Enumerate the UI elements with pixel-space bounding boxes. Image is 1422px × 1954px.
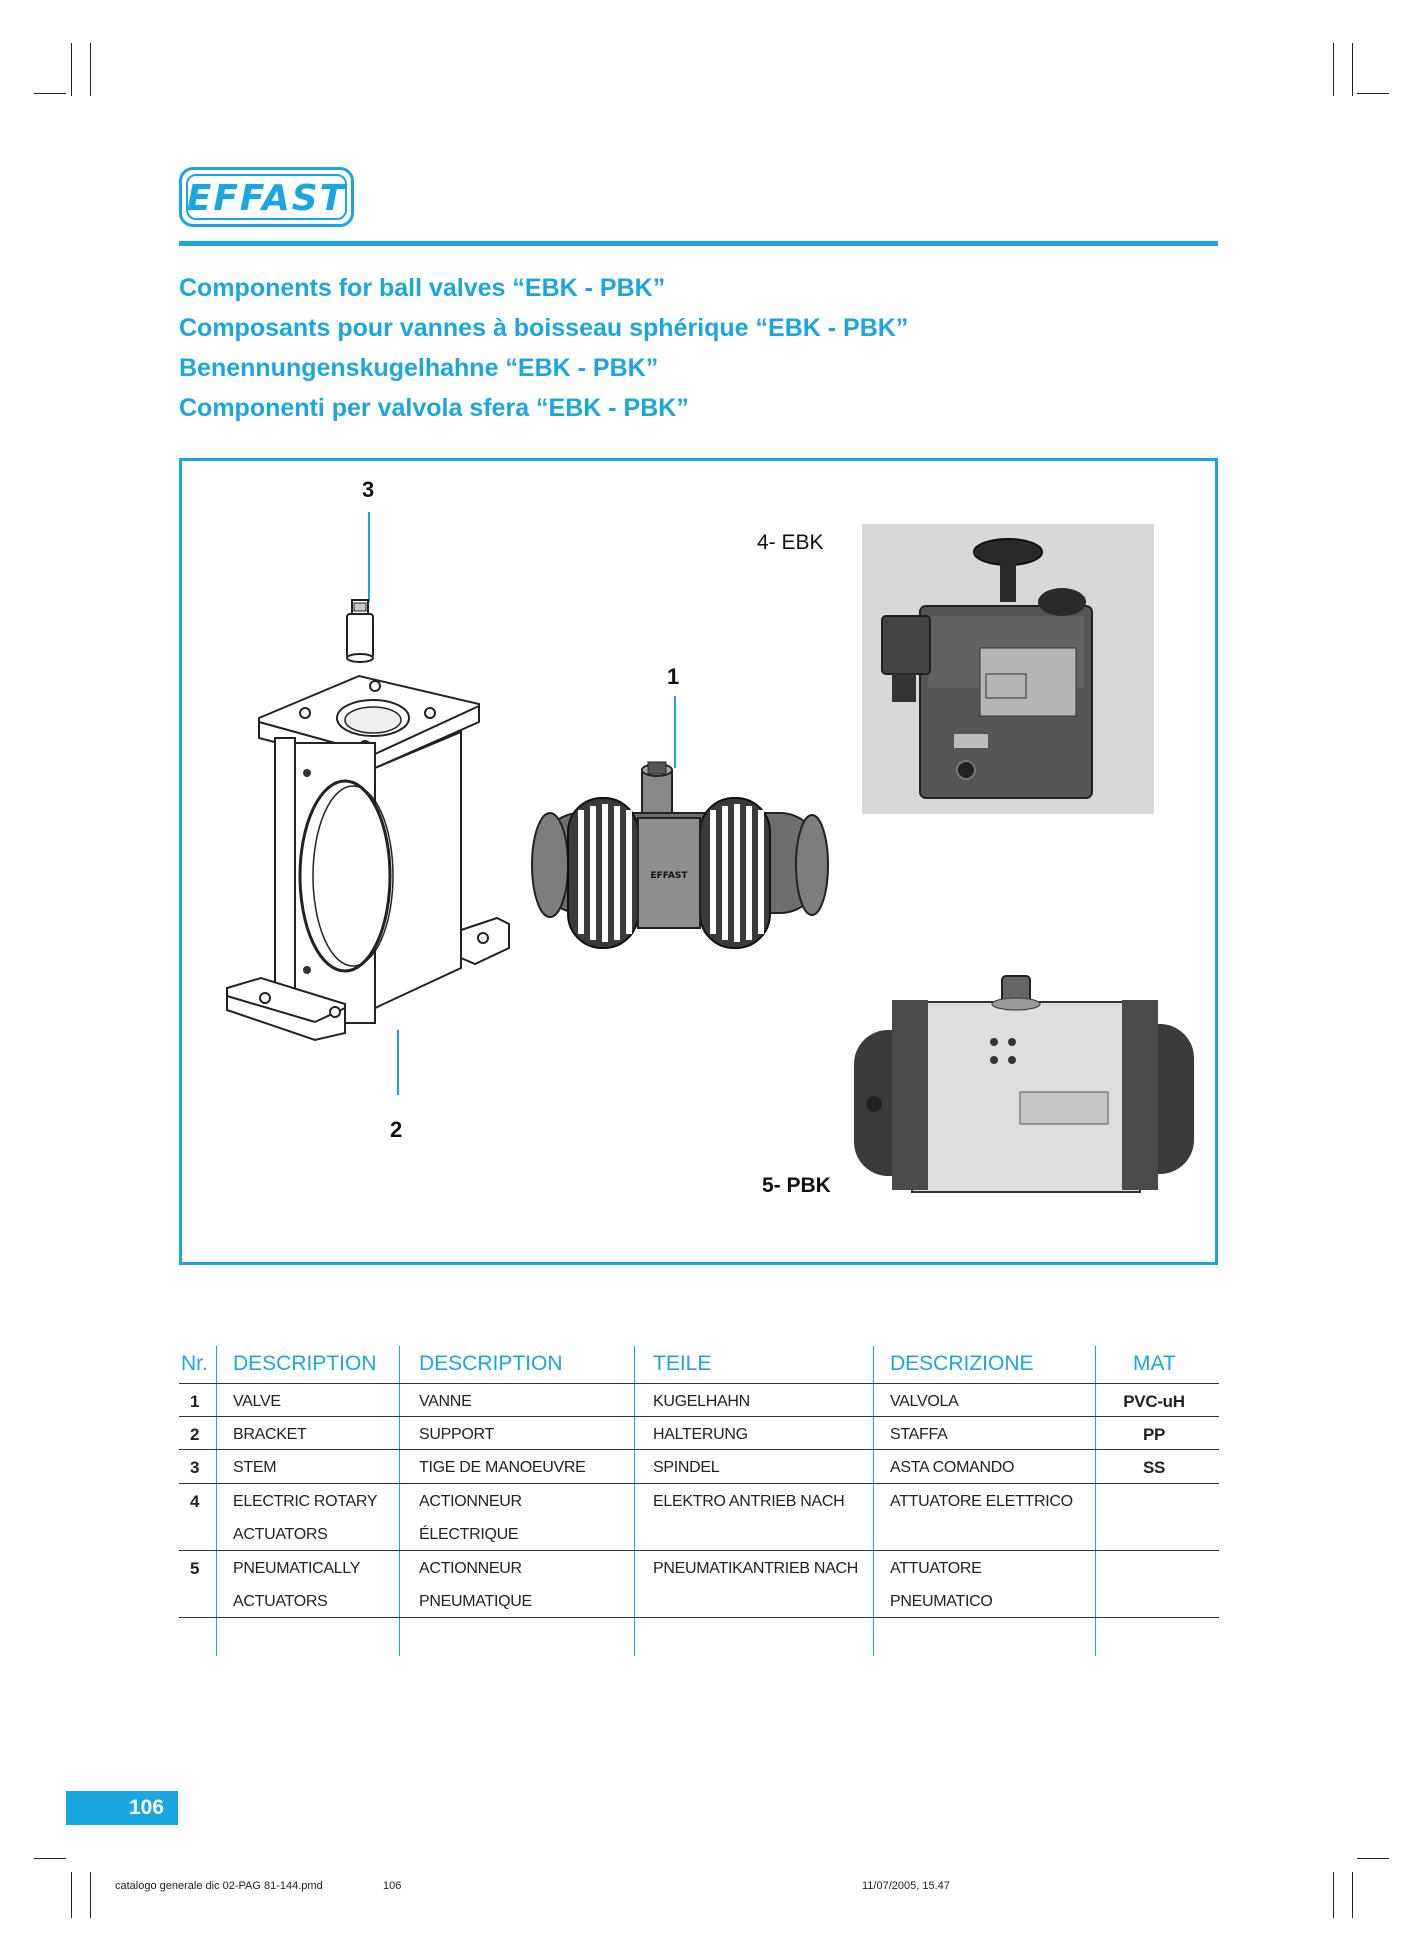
row-5-description-en-line2: ACTUATORS bbox=[233, 1593, 328, 1610]
row-5-teile: PNEUMATIKANTRIEB NACH bbox=[653, 1560, 858, 1577]
callout-3: 3 bbox=[362, 477, 375, 502]
page-number-box bbox=[66, 1791, 178, 1825]
crop-mark bbox=[1357, 93, 1389, 94]
crop-mark bbox=[71, 1872, 72, 1918]
table-header-descrizione: DESCRIZIONE bbox=[890, 1352, 1034, 1375]
callout-1: 1 bbox=[667, 664, 680, 689]
title-french: Composants pour vannes à boisseau sphérique “EBK - PBK” bbox=[179, 314, 909, 342]
table-header-description-en: DESCRIPTION bbox=[233, 1352, 377, 1375]
table-header-nr: Nr. bbox=[181, 1352, 208, 1375]
row-5-descrizione-line2: PNEUMATICO bbox=[890, 1593, 993, 1610]
table-header-teile: TEILE bbox=[653, 1352, 712, 1375]
table-column-line bbox=[399, 1346, 400, 1656]
table-row-line bbox=[179, 1383, 1219, 1384]
table-row-line bbox=[179, 1449, 1219, 1450]
title-italian: Componenti per valvola sfera “EBK - PBK” bbox=[179, 394, 689, 422]
table-column-line bbox=[216, 1346, 217, 1656]
row-1-number: 1 bbox=[190, 1392, 200, 1411]
row-4-number: 4 bbox=[190, 1492, 200, 1511]
photo-label-pbk: 5- PBK bbox=[762, 1174, 831, 1197]
leader-line-3 bbox=[368, 512, 370, 602]
table-row-line bbox=[179, 1550, 1219, 1551]
pbk-actuator-photo bbox=[852, 970, 1196, 1214]
crop-mark bbox=[1333, 1872, 1334, 1918]
row-2-number: 2 bbox=[190, 1425, 200, 1444]
row-5-number: 5 bbox=[190, 1559, 200, 1578]
crop-mark bbox=[1333, 43, 1334, 96]
row-4-descrizione: ATTUATORE ELETTRICO bbox=[890, 1493, 1073, 1510]
logo-text: EFFAST bbox=[186, 178, 347, 219]
stem-drawing bbox=[340, 598, 380, 664]
photo-label-ebk: 4- EBK bbox=[757, 531, 824, 554]
footer-datetime: 11/07/2005, 15.47 bbox=[862, 1880, 950, 1892]
row-2-teile: HALTERUNG bbox=[653, 1426, 748, 1443]
page-number: 106 bbox=[128, 1796, 164, 1819]
crop-mark bbox=[1352, 1872, 1353, 1918]
ebk-actuator-photo bbox=[862, 524, 1154, 814]
table-column-line bbox=[634, 1346, 635, 1656]
row-3-descrizione: ASTA COMANDO bbox=[890, 1459, 1015, 1476]
row-1-teile: KUGELHAHN bbox=[653, 1393, 750, 1410]
crop-mark bbox=[1352, 43, 1353, 96]
crop-mark bbox=[90, 1872, 91, 1918]
crop-mark bbox=[71, 43, 72, 96]
row-3-description-fr: TIGE DE MANOEUVRE bbox=[419, 1459, 586, 1476]
table-row-line bbox=[179, 1416, 1219, 1417]
valve-body-logo: EFFAST bbox=[650, 871, 688, 881]
table-header-description-fr: DESCRIPTION bbox=[419, 1352, 563, 1375]
ball-valve-drawing bbox=[530, 758, 830, 973]
row-4-description-en-line2: ACTUATORS bbox=[233, 1526, 328, 1543]
brand-logo bbox=[179, 167, 354, 227]
crop-mark bbox=[1357, 1858, 1389, 1859]
row-3-teile: SPINDEL bbox=[653, 1459, 720, 1476]
crop-mark bbox=[34, 93, 66, 94]
row-5-description-fr-line1: ACTIONNEUR bbox=[419, 1560, 522, 1577]
row-2-material: PP bbox=[1142, 1425, 1166, 1444]
row-4-description-fr-line2: ÉLECTRIQUE bbox=[419, 1526, 519, 1543]
crop-mark bbox=[34, 1858, 66, 1859]
callout-2: 2 bbox=[390, 1117, 403, 1142]
row-2-description-en: BRACKET bbox=[233, 1426, 307, 1443]
footer-page: 106 bbox=[383, 1880, 402, 1892]
row-1-description-en: VALVE bbox=[233, 1393, 281, 1410]
table-column-line bbox=[873, 1346, 874, 1656]
footer-file-name: catalogo generale dic 02-PAG 81-144.pmd bbox=[115, 1880, 323, 1892]
table-header-mat: MAT bbox=[1133, 1352, 1176, 1375]
row-1-description-fr: VANNE bbox=[419, 1393, 472, 1410]
row-4-description-en-line1: ELECTRIC ROTARY bbox=[233, 1493, 378, 1510]
header-rule bbox=[179, 241, 1218, 246]
row-5-description-en-line1: PNEUMATICALLY bbox=[233, 1560, 361, 1577]
row-1-descrizione: VALVOLA bbox=[890, 1393, 959, 1410]
row-4-description-fr-line1: ACTIONNEUR bbox=[419, 1493, 522, 1510]
table-row-line bbox=[179, 1483, 1219, 1484]
title-english: Components for ball valves “EBK - PBK” bbox=[179, 274, 666, 302]
table-row-line bbox=[179, 1617, 1219, 1618]
row-5-description-fr-line2: PNEUMATIQUE bbox=[419, 1593, 532, 1610]
row-3-material: SS bbox=[1142, 1458, 1166, 1477]
title-german: Benennungenskugelhahne “EBK - PBK” bbox=[179, 354, 659, 382]
row-2-descrizione: STAFFA bbox=[890, 1426, 948, 1443]
bracket-drawing bbox=[225, 668, 515, 1048]
crop-mark bbox=[90, 43, 91, 96]
row-3-number: 3 bbox=[190, 1458, 200, 1477]
row-4-teile: ELEKTRO ANTRIEB NACH bbox=[653, 1493, 845, 1510]
row-1-material: PVC-uH bbox=[1123, 1392, 1185, 1411]
row-3-description-en: STEM bbox=[233, 1459, 277, 1476]
row-5-descrizione-line1: ATTUATORE bbox=[890, 1560, 982, 1577]
row-2-description-fr: SUPPORT bbox=[419, 1426, 494, 1443]
